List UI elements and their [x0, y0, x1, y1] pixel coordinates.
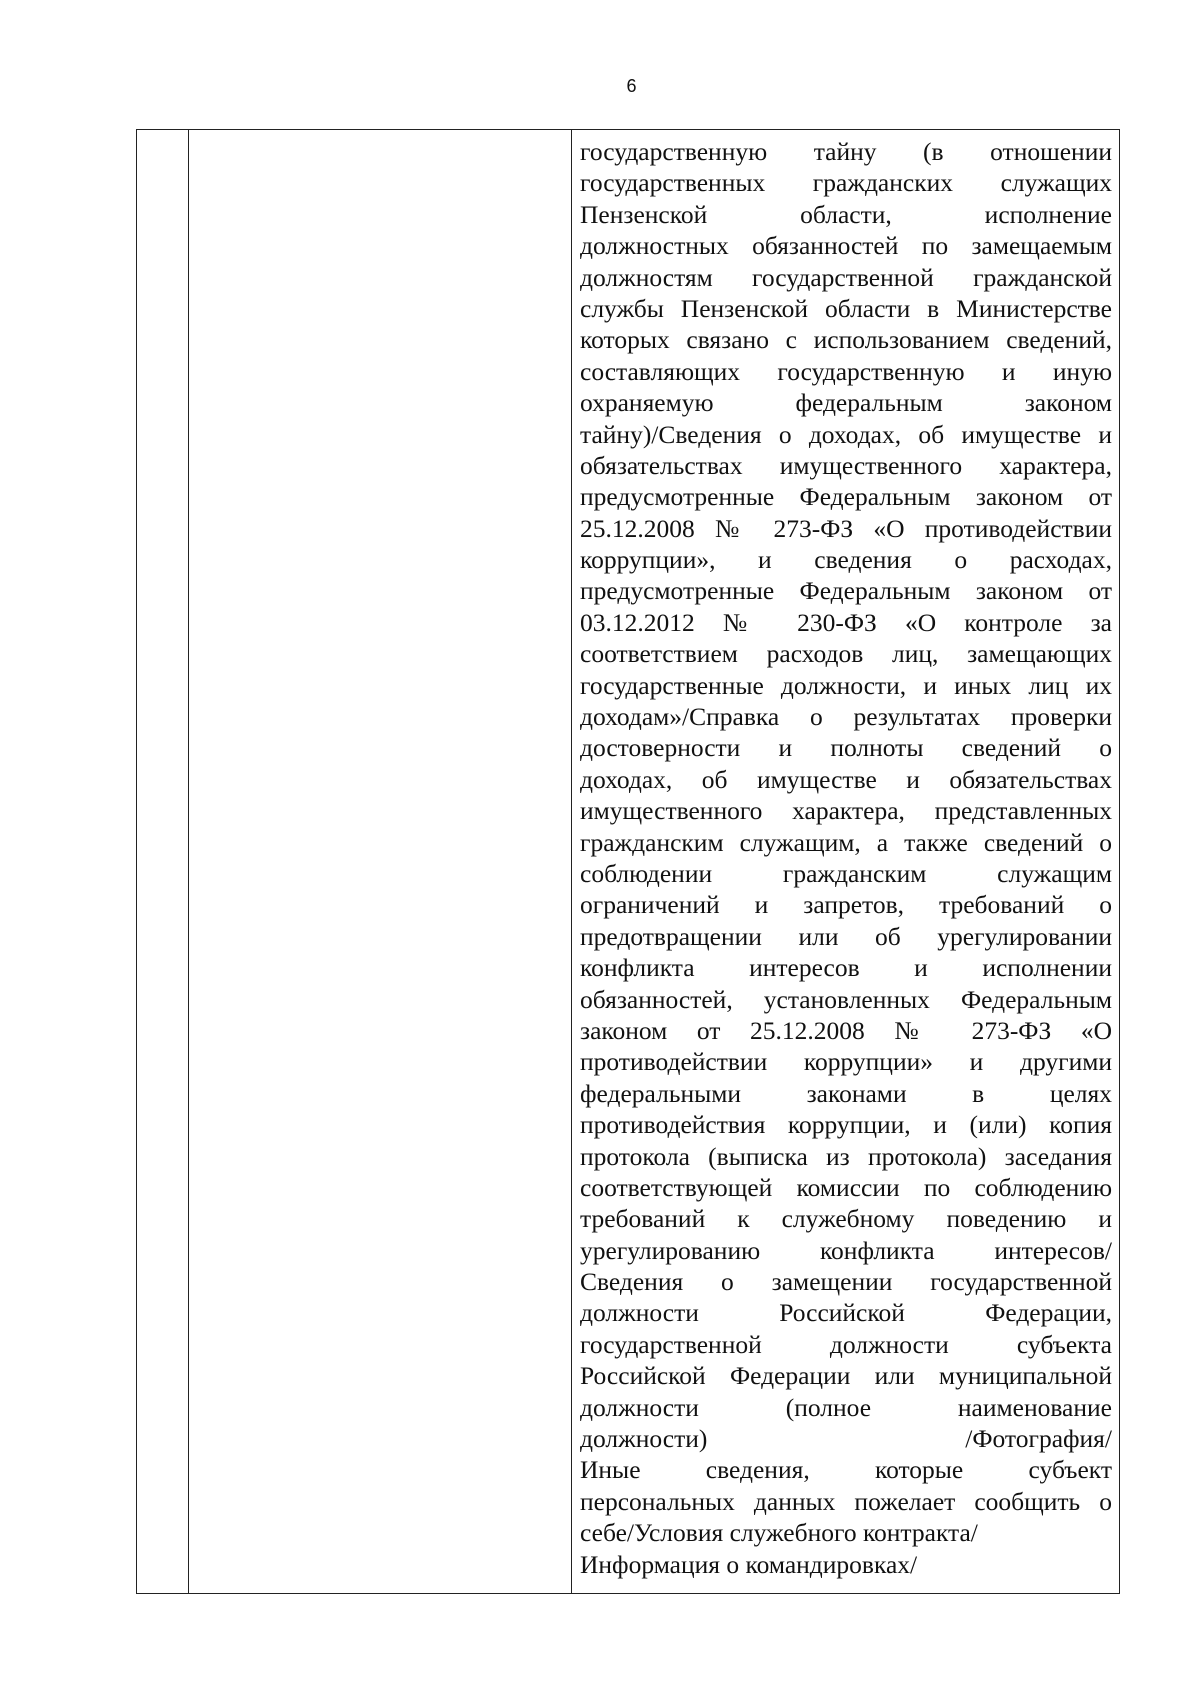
text-line: Сведения о замещении государственной: [580, 1267, 1112, 1297]
text-line: предусмотренные Федеральным законом от: [580, 576, 1112, 606]
text-line: имущественного характера, представленных: [580, 796, 1112, 826]
text-line: тайну)/Сведения о доходах, об имуществе и: [580, 419, 1112, 449]
text-line: 03.12.2012 № 230-ФЗ «О контроле за: [580, 607, 1112, 637]
text-line: противодействии коррупции» и другими: [580, 1047, 1112, 1077]
text-line: государственную тайну (в отношении: [580, 137, 1112, 166]
text-line: которых связано с использованием сведений,: [580, 325, 1112, 355]
text-line: противодействия коррупции, и (или) копия: [580, 1110, 1112, 1140]
text-line: Российской Федерации или муниципальной: [580, 1361, 1112, 1391]
text-line: предотвращении или об урегулировании: [580, 921, 1112, 951]
text-line: коррупции», и сведения о расходах,: [580, 545, 1112, 575]
text-line: федеральными законами в целях: [580, 1078, 1112, 1108]
text-line: доходах, об имуществе и обязательствах: [580, 764, 1112, 794]
text-line: службы Пензенской области в Министерстве: [580, 293, 1112, 323]
text-line: обязательствах имущественного характера,: [580, 450, 1112, 480]
text-line: должностям государственной гражданской: [580, 262, 1112, 292]
text-line: составляющих государственную и иную: [580, 356, 1112, 386]
text-line: должности) /Фотография/: [580, 1424, 1112, 1454]
text-line: должности Российской Федерации,: [580, 1298, 1112, 1328]
text-line: Пензенской области, исполнение: [580, 199, 1112, 229]
text-line: Иные сведения, которые субъект: [580, 1455, 1112, 1485]
text-line: законом от 25.12.2008 № 273-ФЗ «О: [580, 1015, 1112, 1045]
text-line: должностных обязанностей по замещаемым: [580, 231, 1112, 261]
page-number: 6: [626, 76, 637, 96]
text-line: себе/Условия служебного контракта/: [580, 1518, 978, 1548]
text-line: Информация о командировках/: [580, 1549, 918, 1579]
text-line: доходам»/Справка о результатах проверки: [580, 702, 1112, 732]
text-line: ограничений и запретов, требований о: [580, 890, 1112, 920]
text-line: охраняемую федеральным законом: [580, 388, 1112, 418]
text-line: государственные должности, и иных лиц их: [580, 670, 1112, 700]
table-cell-personal-data-list: [572, 130, 1119, 1593]
text-line: обязанностей, установленных Федеральным: [580, 984, 1112, 1014]
text-line: государственных гражданских служащих: [580, 168, 1112, 198]
table-cell-number: [137, 130, 189, 1593]
text-line: соответствием расходов лиц, замещающих: [580, 639, 1112, 669]
text-line: предусмотренные Федеральным законом от: [580, 482, 1112, 512]
text-line: протокола (выписка из протокола) заседания: [580, 1141, 1112, 1171]
text-line: гражданским служащим, а также сведений о: [580, 827, 1112, 857]
text-line: должности (полное наименование: [580, 1392, 1112, 1422]
table-cell-category: [189, 130, 572, 1593]
text-line: государственной должности субъекта: [580, 1329, 1112, 1359]
text-line: конфликта интересов и исполнении: [580, 953, 1112, 983]
text-line: достоверности и полноты сведений о: [580, 733, 1112, 763]
text-line: соблюдении гражданским служащим: [580, 858, 1112, 888]
document-table: [136, 129, 1120, 1594]
text-line: требований к служебному поведению и: [580, 1204, 1112, 1234]
text-line: персональных данных пожелает сообщить о: [580, 1486, 1112, 1516]
text-line: соответствующей комиссии по соблюдению: [580, 1172, 1112, 1202]
text-line: урегулированию конфликта интересов/: [580, 1235, 1112, 1265]
text-line: 25.12.2008 № 273-ФЗ «О противодействии: [580, 513, 1112, 543]
